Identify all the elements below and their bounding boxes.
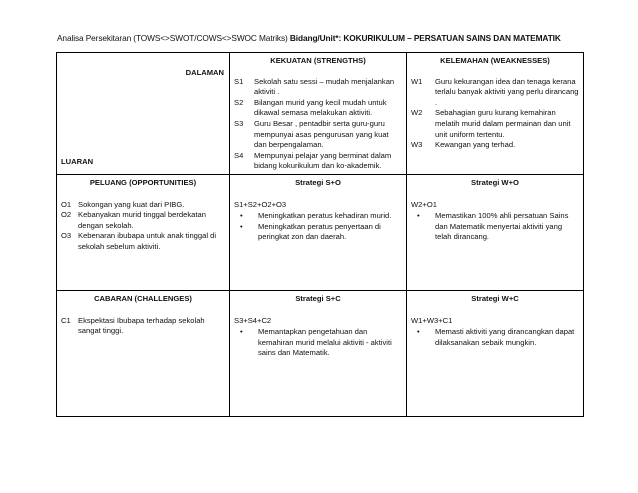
bullet-icon <box>240 211 258 222</box>
opportunities-cell <box>57 174 230 290</box>
bullet-icon <box>417 211 435 243</box>
weakness-item: W3 Kewangan yang terhad. <box>411 140 516 150</box>
weakness-item: W2 Sebahagian guru kurang kemahiran melatih murid dalam permainan dan unit unit uniform tertentu. <box>411 108 571 139</box>
opportunities-header: PELUANG (OPPORTUNITIES) <box>89 177 197 187</box>
strength-item: S2 Bilangan murid yang kecil mudah untuk dikawal semasa melakukan aktiviti. <box>234 97 387 118</box>
strategy-wc-codes: W1+W3+C1 <box>411 315 453 325</box>
challenges-cell <box>57 290 230 416</box>
opportunity-item: O2 Kebanyakan murid tinggal berdekatan dengan sekolah. <box>61 210 206 230</box>
strategy-so-header: Strategi S+O <box>295 177 341 187</box>
strategy-sc-header: Strategi S+C <box>295 293 341 303</box>
strategy-wo-bullet: • Memastikan 100% ahli persatuan Sains dan Matematik menyertai aktiviti yang telah dirancang. <box>411 211 579 243</box>
strategy-sc-cell <box>230 290 407 416</box>
strategy-so-bullet: • Meningkatkan peratus kehadiran murid. <box>234 211 402 222</box>
strategy-wc-bullet: • Memasti aktiviti yang dirancangkan dapat dilaksanakan sebaik mungkin. <box>411 327 579 348</box>
opportunity-item: O1 Sokongan yang kuat dari PIBG. <box>61 199 185 209</box>
challenge-item: C1 Ekspektasi Ibubapa terhadap sekolah sangat tinggi. <box>61 315 205 336</box>
bullet-icon <box>240 327 258 359</box>
bullet-icon <box>240 222 258 243</box>
matrix-row-challenges <box>57 290 584 416</box>
title-prefix: Analisa Persekitaran (TOWS<>SWOT/COWS<>SWOC Matriks) <box>57 33 290 43</box>
corner-cell <box>57 53 230 175</box>
strength-item: S3 Guru Besar , pentadbir serta guru-guru mempunyai asas pengurusan yang kuat dan berpengalaman. <box>234 118 389 150</box>
matrix-row-opportunities <box>57 174 584 290</box>
document-title <box>57 33 561 43</box>
opportunity-item: O3 Kebenaran ibubapa untuk anak tinggal di sekolah sebelum aktiviti. <box>61 231 217 251</box>
strengths-cell <box>230 53 407 175</box>
strategy-wc-cell <box>407 290 584 416</box>
weaknesses-cell <box>407 53 584 175</box>
strategy-sc-bullet: • Memantapkan pengetahuan dan kemahiran murid melalui aktiviti - aktiviti sains dan Matematik. <box>234 327 402 359</box>
strategy-wo-header: Strategi W+O <box>471 177 519 187</box>
strength-item: S1 Sekolah satu sessi – mudah menjalankan aktiviti . <box>234 76 395 97</box>
strengths-header: KEKUATAN (STRENGTHS) <box>270 56 366 65</box>
swot-matrix <box>56 52 584 417</box>
strategy-so-cell <box>230 174 407 290</box>
dalaman-label: DALAMAN <box>185 68 224 77</box>
strategy-so-codes: S1+S2+O2+O3 <box>234 199 287 209</box>
strategy-wc-header: Strategi W+C <box>471 293 519 303</box>
strategy-wo-cell <box>407 174 584 290</box>
matrix-row-internal <box>57 53 584 175</box>
weaknesses-header: KELEMAHAN (WEAKNESSES) <box>440 56 550 65</box>
strategy-so-bullet: • Meningkatkan peratus penyertaan di peringkat zon dan daerah. <box>234 222 402 243</box>
strength-item: S4 Mempunyai pelajar yang berminat dalam bidang kokurikulum dan ko-akademik. <box>234 150 392 171</box>
strategy-sc-codes: S3+S4+C2 <box>234 315 272 325</box>
luaran-label: LUARAN <box>61 157 94 167</box>
bullet-icon <box>417 327 435 348</box>
title-unit: Bidang/Unit*: KOKURIKULUM – PERSATUAN SAINS DAN MATEMATIK <box>289 33 561 43</box>
weakness-item: W1 Guru kekurangan idea dan tenaga kerana terlalu banyak aktiviti yang perlu dirancang . <box>411 76 579 107</box>
strategy-wo-codes: W2+O1 <box>411 199 437 209</box>
challenges-header: CABARAN (CHALLENGES) <box>94 293 192 303</box>
